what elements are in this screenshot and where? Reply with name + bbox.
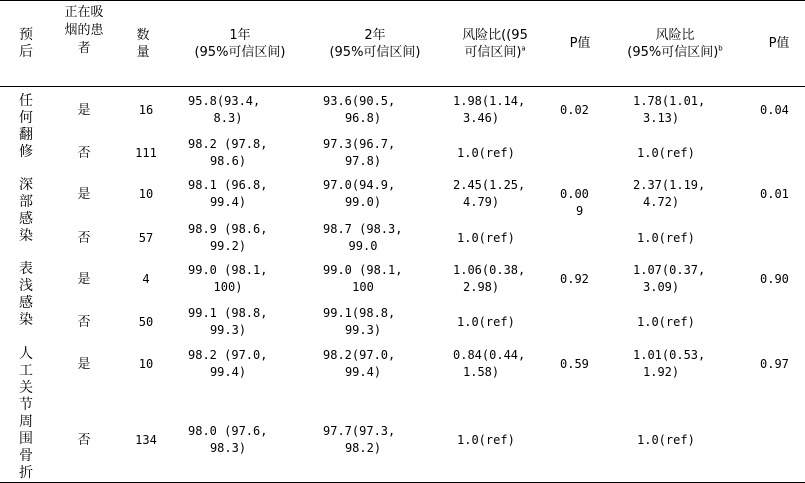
header-year2: 2年 (364, 28, 386, 43)
header-hr-b-sub (610, 44, 740, 61)
row-0-y1b: 8.3) (213, 111, 243, 125)
row-2-n: 10 (138, 187, 154, 201)
row-3-y2b: 99.0 (348, 239, 378, 253)
row-5-n: 50 (138, 315, 154, 329)
row-2-p1a: 0.00 (560, 187, 589, 201)
header-year1-sub: (95%可信区间) (194, 45, 286, 60)
header-prognosis: 预后 (19, 27, 33, 60)
row-7-y2b: 98.2) (344, 441, 382, 455)
header-p2: P值 (768, 36, 790, 51)
row-0-p1a: 0.02 (560, 103, 589, 117)
row-7-n: 134 (135, 433, 157, 447)
row-6-y1b: 99.4) (209, 365, 247, 379)
row-2-hrba: 2.37(1.19, (633, 178, 706, 192)
row-6-p2: 0.97 (760, 357, 789, 371)
row-4-hrbb: 3.09) (643, 280, 680, 294)
row-1-y1b: 98.6) (209, 154, 247, 168)
row-6-hrab: 1.58) (463, 365, 500, 379)
header-hr-a-sub-text: 可信区间) (464, 45, 522, 60)
header-hr-a-sub (440, 44, 550, 61)
row-3-hrba: 1.0(ref) (637, 231, 695, 245)
row-0-p2: 0.04 (760, 103, 789, 117)
footnote-mark-b: b (718, 44, 723, 53)
row-6-hraa: 0.84(0.44, (453, 348, 526, 362)
row-6-hrbb: 1.92) (643, 365, 680, 379)
row-2-hraa: 2.45(1.25, (453, 178, 526, 192)
row-5-smoker: 否 (77, 315, 91, 330)
header-year2-sub: (95%可信区间) (329, 45, 421, 60)
row-5-hraa: 1.0(ref) (457, 315, 515, 329)
row-0-hrab: 3.46) (463, 111, 500, 125)
row-4-p1a: 0.92 (560, 272, 589, 286)
row-1-hrba: 1.0(ref) (637, 146, 695, 160)
row-3-y1b: 99.2) (209, 239, 247, 253)
row-1-smoker: 否 (77, 146, 91, 161)
header-p1: P值 (569, 36, 591, 51)
row-6-y1a: 98.2 (97.0, (188, 348, 268, 362)
row-2-p2: 0.01 (760, 187, 789, 201)
row-7-smoker: 否 (77, 433, 91, 448)
row-2-y2a: 97.0(94.9, (323, 178, 396, 192)
row-7-hraa: 1.0(ref) (457, 433, 515, 447)
row-7-hrba: 1.0(ref) (637, 433, 695, 447)
header-count (135, 27, 151, 61)
row-0-hrba: 1.78(1.01, (633, 94, 706, 108)
row-4-y1a: 99.0 (98.1, (188, 263, 268, 277)
row-6-y2b: 99.4) (344, 365, 382, 379)
row-4-p2: 0.90 (760, 272, 789, 286)
row-2-y1a: 98.1 (96.8, (188, 178, 268, 192)
row-0-y2a: 93.6(90.5, (323, 94, 396, 108)
row-2-y2b: 99.0) (344, 195, 382, 209)
row-7-y1a: 98.0 (97.6, (188, 424, 268, 438)
group-label-periprosthetic-fracture: 人工关节周围骨折 (19, 346, 33, 481)
header-hr-b: 风险比 (655, 28, 695, 43)
header-smoker-text: 正在吸烟的患者 (64, 5, 104, 56)
row-6-y2a: 98.2(97.0, (323, 348, 396, 362)
row-3-n: 57 (138, 231, 154, 245)
row-1-y2a: 97.3(96.7, (323, 137, 396, 151)
row-7-y2a: 97.7(97.3, (323, 424, 396, 438)
row-4-y1b: 100) (213, 280, 243, 294)
row-6-smoker: 是 (77, 357, 91, 372)
row-4-hrab: 2.98) (463, 280, 500, 294)
header-year1: 1年 (229, 28, 251, 43)
row-1-y1a: 98.2 (97.8, (188, 137, 268, 151)
row-0-n: 16 (138, 103, 154, 117)
row-0-y2b: 96.8) (344, 111, 382, 125)
row-5-y1a: 99.1 (98.8, (188, 306, 268, 320)
row-2-hrab: 4.79) (463, 195, 500, 209)
header-hr-a: 风险比((95 (462, 28, 528, 43)
row-0-y1a: 95.8(93.4, (188, 94, 261, 108)
row-3-hraa: 1.0(ref) (457, 231, 515, 245)
row-5-hrba: 1.0(ref) (637, 315, 695, 329)
row-6-n: 10 (138, 357, 154, 371)
row-0-hraa: 1.98(1.14, (453, 94, 526, 108)
row-4-y2a: 99.0 (98.1, (323, 263, 403, 277)
row-6-p1a: 0.59 (560, 357, 589, 371)
row-6-hrba: 1.01(0.53, (633, 348, 706, 362)
row-1-y2b: 97.8) (344, 154, 382, 168)
row-3-y2a: 98.7 (98.3, (323, 222, 403, 236)
row-3-smoker: 否 (77, 231, 91, 246)
group-label-deep-infection: 深部感染 (19, 177, 33, 244)
header-count-text: 数量 (136, 28, 150, 60)
row-7-y1b: 98.3) (209, 441, 247, 455)
header-bottom-rule (0, 86, 805, 87)
row-4-smoker: 是 (77, 272, 91, 287)
group-label-superficial-infection: 表浅感染 (19, 261, 33, 328)
row-0-hrbb: 3.13) (643, 111, 680, 125)
row-2-p1b: 9 (576, 204, 584, 218)
row-2-smoker: 是 (77, 187, 91, 202)
row-5-y1b: 99.3) (209, 323, 247, 337)
row-4-n: 4 (142, 272, 150, 286)
footnote-mark-a: a (521, 44, 526, 53)
row-4-y2b: 100 (352, 280, 374, 294)
header-smoker (62, 4, 106, 58)
row-2-y1b: 99.4) (209, 195, 247, 209)
row-5-y2b: 99.3) (344, 323, 382, 337)
row-5-y2a: 99.1(98.8, (323, 306, 396, 320)
table-top-rule (0, 0, 805, 1)
group-label-any-revision: 任何翻修 (19, 93, 33, 160)
row-1-n: 111 (135, 146, 157, 160)
row-2-hrbb: 4.72) (643, 195, 680, 209)
header-hr-b-sub-text: (95%可信区间) (627, 45, 719, 60)
row-1-hraa: 1.0(ref) (457, 146, 515, 160)
row-0-smoker: 是 (77, 103, 91, 118)
row-4-hrba: 1.07(0.37, (633, 263, 706, 277)
row-4-hraa: 1.06(0.38, (453, 263, 526, 277)
row-3-y1a: 98.9 (98.6, (188, 222, 268, 236)
